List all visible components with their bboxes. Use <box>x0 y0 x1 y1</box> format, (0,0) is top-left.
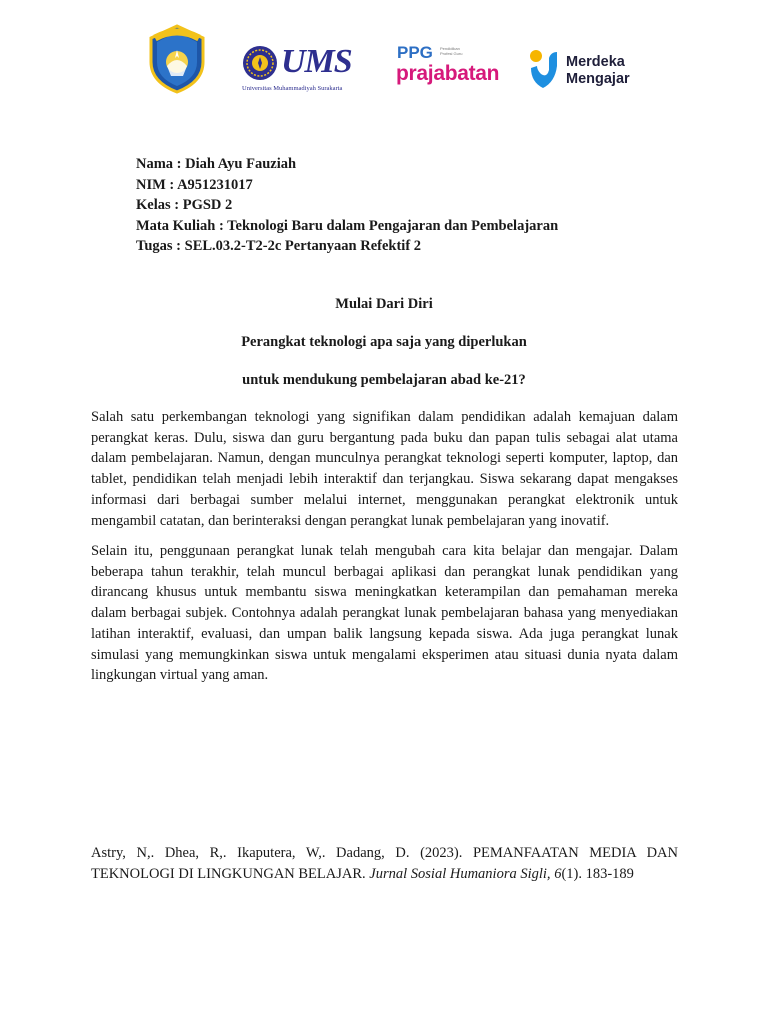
prajabatan-wordmark: prajabatan <box>396 62 500 85</box>
student-class: Kelas : PGSD 2 <box>136 197 233 213</box>
body-paragraph-2: Selain itu, penggunaan perangkat lunak telah mengubah cara kita belajar dan mengajar. Dalam beberapa tahun terakhir, telah muncul berbagai aplikasi dan perangkat lunak pendidikan yang dirancang khusus untuk membantu siswa meningkatkan keterampilan dan pemahaman mereka dalam berbagai subjek. Contohnya adalah perangkat lunak pembelajaran bahasa yang menyediakan latihan interaktif, evaluasi, dan umpan balik langsung kepada siswa. Ada juga perangkat lunak simulasi yang memungkinkan siswa untuk mengalami eksperimen atau situasi dunia nyata dalam lingkungan virtual yang aman. <box>91 543 678 684</box>
course-name: Mata Kuliah : Teknologi Baru dalam Pengajaran dan Pembelajaran <box>136 217 559 234</box>
reference-volume: 6 <box>554 865 562 882</box>
reference <box>91 843 678 884</box>
ppg-mini-text: Pendidikan Profesi Guru <box>440 46 463 56</box>
logo-row <box>0 22 768 102</box>
merdeka-mengajar-logo <box>527 46 647 96</box>
merdeka-mengajar-icon <box>527 48 561 94</box>
reference-pages: (1). 183-189 <box>561 865 634 882</box>
body-paragraph-1: Salah satu perkembangan teknologi yang signifikan dalam pendidikan adalah kemajuan dalam perangkat keras. Dulu, siswa dan guru bergantung pada buku dan papan tulis sebagai alat utama dalam pembelajaran. Namun, dengan munculnya perangkat teknologi seperti komputer, laptop, dan tablet, pendidikan telah menjadi lebih interaktif dan terjangkau. Siswa sekarang dapat mengakses informasi dari berbagai sumber melalui internet, menggunakan perangkat elektronik untuk mengambil catatan, dan berinteraksi dengan perangkat lunak pembelajaran yang inovatif. <box>91 409 678 529</box>
ppg-prajabatan-logo <box>396 42 506 94</box>
tut-wuri-handayani-emblem-icon <box>143 24 211 94</box>
ums-subtitle: Universitas Muhammadiyah Surakarta <box>242 85 343 92</box>
ums-seal-icon <box>242 45 278 81</box>
question-line-2: untuk mendukung pembelajaran abad ke-21? <box>242 372 526 388</box>
student-nim: NIM : A951231017 <box>136 176 253 193</box>
mengajar-text: Mengajar <box>566 71 630 87</box>
question-line-1: Perangkat teknologi apa saja yang diperlukan <box>241 334 527 350</box>
student-name: Nama : Diah Ayu Fauziah <box>136 156 297 172</box>
reference-journal: Jurnal Sosial Humaniora Sigli, <box>369 865 551 882</box>
ppg-wordmark: PPG <box>397 43 433 62</box>
kemendikbud-logo <box>143 24 211 94</box>
ums-wordmark: UMS <box>281 43 352 80</box>
reference-authors-title: Astry, N,. Dhea, R,. Ikaputera, W,. Dadang, D. (2023). PEMANFAATAN MEDIA DAN TEKNOLOGI DI LINGKUNGAN BELAJAR. <box>91 845 678 882</box>
ums-logo <box>242 42 367 98</box>
student-info <box>136 154 558 257</box>
section-title: Mulai Dari Diri <box>335 296 433 312</box>
assignment-name: Tugas : SEL.03.2-T2-2c Pertanyaan Refektif 2 <box>136 238 422 254</box>
merdeka-text: Merdeka <box>566 54 625 70</box>
